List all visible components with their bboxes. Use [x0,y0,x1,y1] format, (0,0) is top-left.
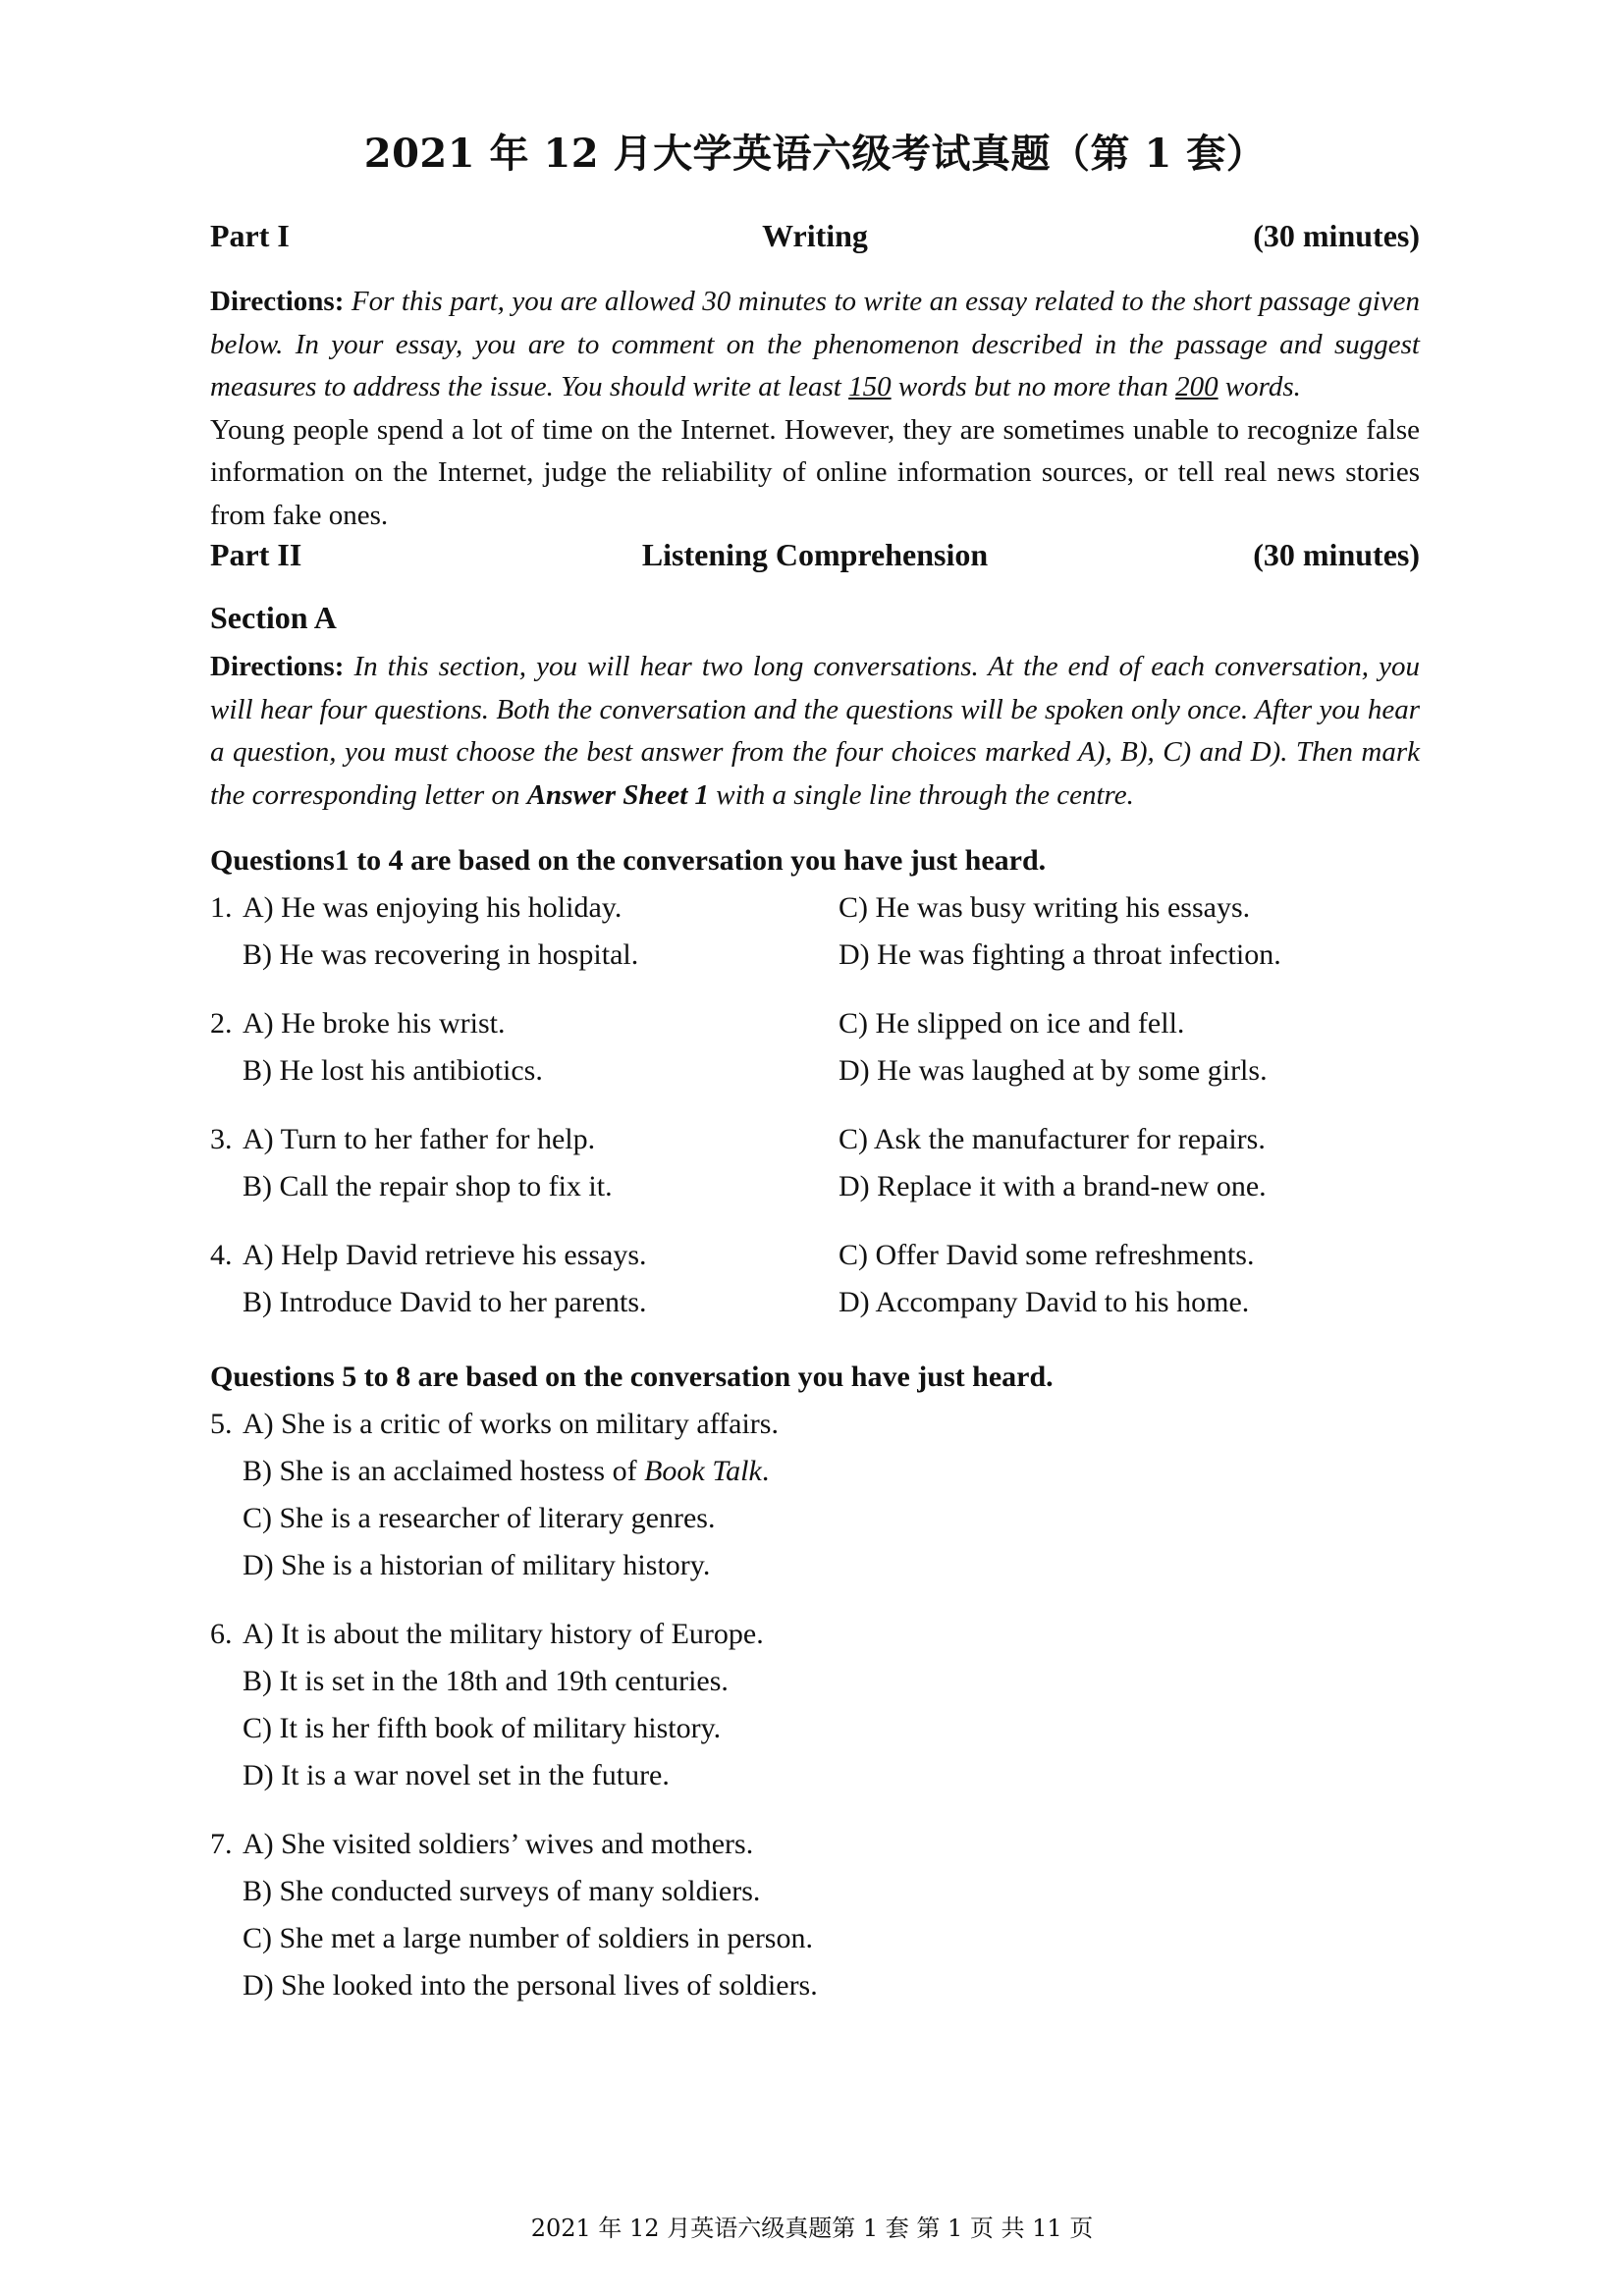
question-4 [210,1239,1420,1333]
question-number: 7. [210,1828,233,1860]
option-d: D) She is a historian of military history. [243,1549,711,1581]
part2-name: Listening Comprehension [641,537,989,572]
option-c: C) Offer David some refreshments. [839,1239,1255,1271]
question-number: 2. [210,1007,233,1040]
option-b-end: . [761,1455,770,1487]
part1-directions-label: Directions: [210,286,345,317]
part2-directions [210,646,1420,817]
option-d: D) He was laughed at by some girls. [839,1054,1268,1087]
question-number: 4. [210,1239,233,1271]
part1-label: Part I [210,218,290,253]
writing-passage: Young people spend a lot of time on the Internet. However, they are sometimes unable to recognize false information on the Internet, judge the reliability of online information sources, or tell real news stories from fake ones. [210,413,1420,531]
option-a: A) She is a critic of works on military affairs. [243,1408,779,1440]
question-number: 3. [210,1123,233,1155]
part2-time: (30 minutes) [1253,537,1420,572]
part1-directions-text-b: words but no more than [891,371,1176,402]
option-a: A) It is about the military history of Europe. [243,1618,764,1650]
max-words: 200 [1175,371,1218,402]
option-b: B) Call the repair shop to fix it. [243,1170,613,1202]
section-a-heading: Section A [210,600,337,635]
question-2 [210,1007,1420,1101]
question-number: 6. [210,1618,233,1650]
min-words: 150 [848,371,892,402]
option-a: A) She visited soldiers’ wives and mothers. [243,1828,754,1860]
option-a: A) Turn to her father for help. [243,1123,596,1155]
option-c: C) It is her fifth book of military history. [243,1712,722,1744]
part1-directions-text-a: For this part, you are allowed 30 minutes to write an essay related to the short passage given below. In your essay, you are to comment on the phenomenon described in the passage and suggest measures to address the issue. You should write at least [210,286,1420,402]
option-d: D) Replace it with a brand-new one. [839,1170,1267,1202]
option-b: B) It is set in the 18th and 19th centuries. [243,1665,729,1697]
option-d: D) She looked into the personal lives of soldiers. [243,1969,818,2002]
option-c: C) She is a researcher of literary genres. [243,1502,716,1534]
option-b: B) He was recovering in hospital. [243,938,639,971]
part2-directions-label: Directions: [210,651,345,682]
option-b: B) He lost his antibiotics. [243,1054,543,1087]
part2-header [210,537,1420,580]
question-1 [210,891,1420,986]
part2-directions-text-b: with a single line through the centre. [709,778,1134,811]
option-c: C) He slipped on ice and fell. [839,1007,1185,1040]
option-b [243,1455,769,1488]
option-a: A) Help David retrieve his essays. [243,1239,647,1271]
part1-header [210,218,1420,261]
option-a: A) He was enjoying his holiday. [243,891,623,924]
option-b: B) She conducted surveys of many soldiers. [243,1875,761,1907]
part1-time: (30 minutes) [1253,218,1420,253]
part1-directions [210,281,1420,409]
document-title: 2021 年 12 月大学英语六级考试真题（第 1 套） [363,131,1267,177]
answer-sheet-ref: Answer Sheet 1 [526,778,710,811]
question-number: 1. [210,891,233,924]
option-b: B) Introduce David to her parents. [243,1286,647,1318]
part2-directions-text-a: In this section, you will hear two long conversations. At the end of each conversation, you will hear four questions. Both the conversation and the questions will be spoken only once. After you hear a question, you must choose the best answer from the four choices marked A), B), C) and D). Then mark the corresponding letter on [210,651,1420,811]
question-group-1-heading: Questions1 to 4 are based on the conversation you have just heard. [210,844,1047,877]
book-title: Book Talk [644,1455,762,1487]
question-7 [210,1828,1420,2016]
option-c: C) Ask the manufacturer for repairs. [839,1123,1266,1155]
option-c: C) She met a large number of soldiers in person. [243,1922,813,1954]
question-3 [210,1123,1420,1217]
question-number: 5. [210,1408,233,1440]
option-d: D) He was fighting a throat infection. [839,938,1281,971]
exam-page [210,123,1420,2038]
question-group-2-heading: Questions 5 to 8 are based on the conversation you have just heard. [210,1361,1054,1393]
part1-directions-text-c: words. [1218,371,1301,402]
question-6 [210,1618,1420,1806]
option-d: D) Accompany David to his home. [839,1286,1250,1318]
question-5 [210,1408,1420,1596]
part2-label: Part II [210,537,302,572]
option-b-text: B) She is an acclaimed hostess of [243,1455,645,1487]
option-d: D) It is a war novel set in the future. [243,1759,670,1791]
part1-name: Writing [762,218,868,253]
option-c: C) He was busy writing his essays. [839,891,1251,924]
page-footer: 2021 年 12 月英语六级真题第 1 套 第 1 页 共 11 页 [530,2215,1094,2242]
option-a: A) He broke his wrist. [243,1007,506,1040]
